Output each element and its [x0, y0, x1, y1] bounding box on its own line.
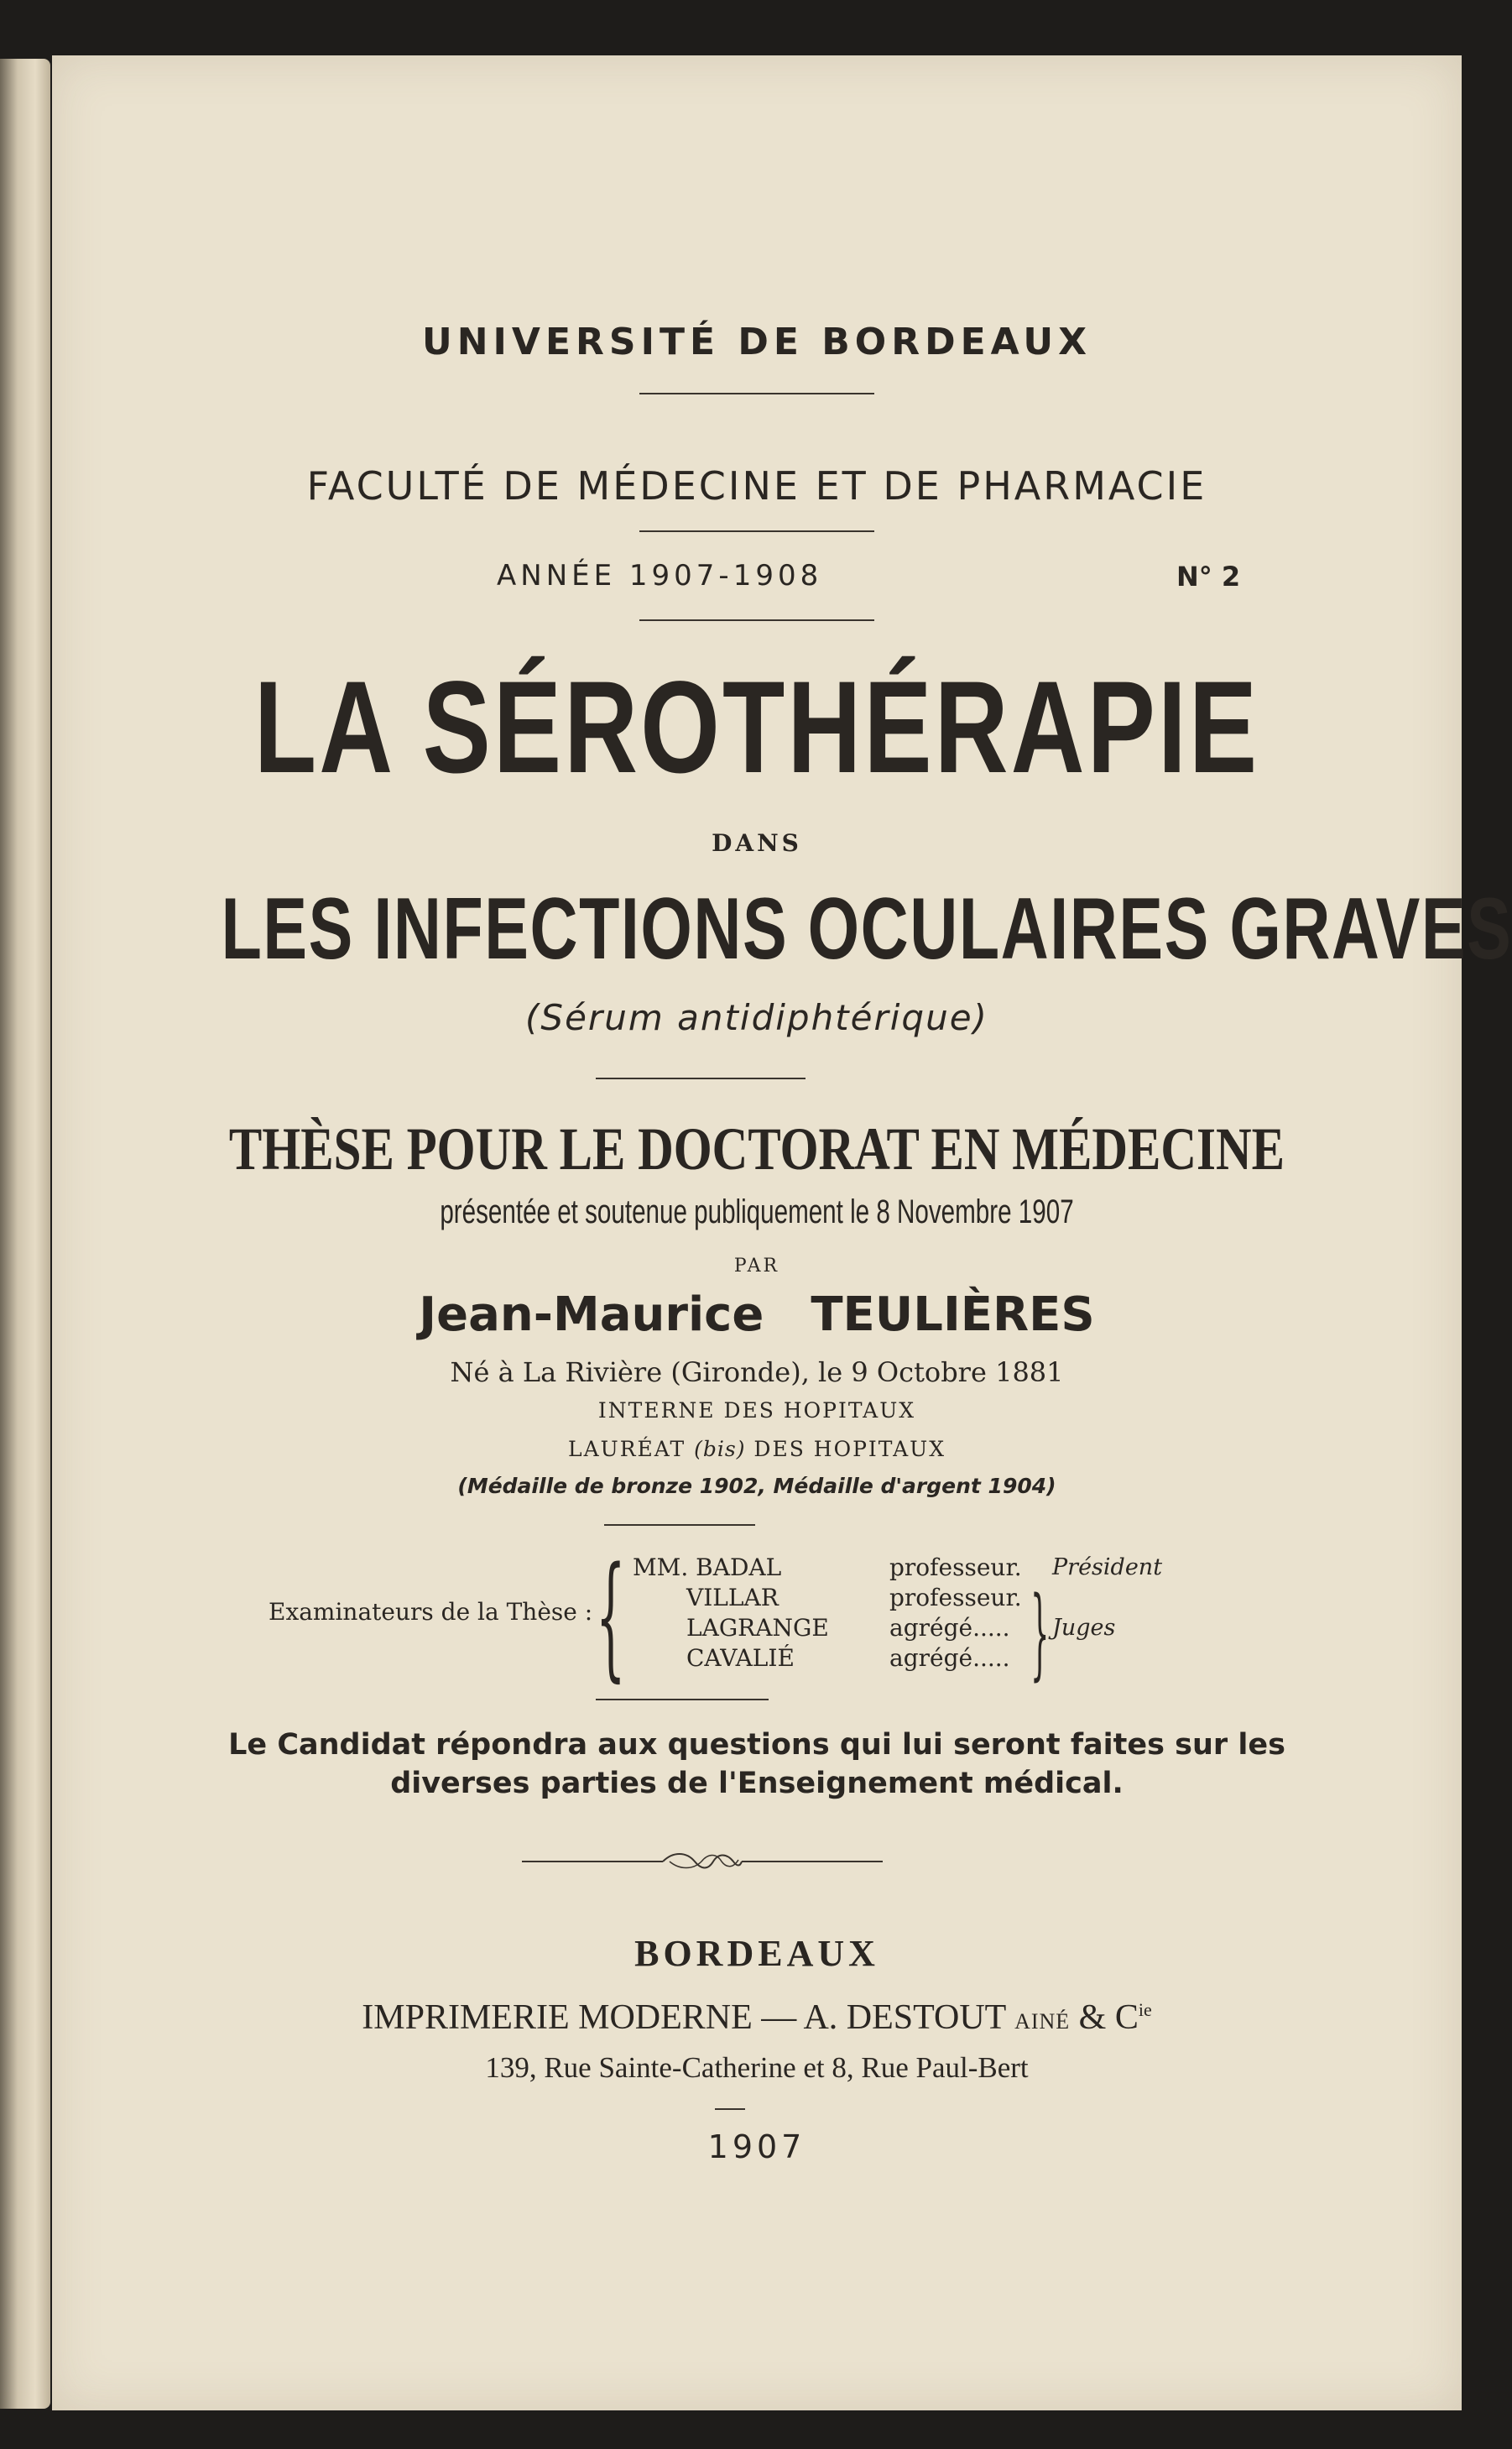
imprint-year: 1907: [707, 2128, 806, 2165]
candidate-note: [52, 1726, 1462, 1803]
thesis-number: N° 2: [1176, 561, 1241, 593]
author-name: [52, 1287, 1462, 1342]
examiner-ranks: [889, 1553, 1022, 1674]
laureate-bis: (bis): [694, 1437, 746, 1461]
examiner-names: [633, 1553, 829, 1674]
printer-name: [52, 1997, 1462, 2038]
president-label: Président: [1052, 1554, 1163, 1580]
author-last-name: TEULIÈRES: [811, 1287, 1095, 1342]
book-spine-edge: [0, 59, 50, 2409]
academic-year: ANNÉE 1907-1908: [497, 559, 823, 593]
laureate-suffix: DES HOPITAUX: [753, 1437, 946, 1461]
by-label: PAR: [733, 1256, 780, 1277]
printer-co: & C: [1078, 1998, 1139, 2037]
author-position: INTERNE DES HOPITAUX: [597, 1398, 916, 1423]
printer-co-sup: ie: [1138, 1999, 1152, 2020]
examiners-label: Examinateurs de la Thèse :: [269, 1598, 593, 1626]
thesis-type: THÈSE POUR LE DOCTORAT EN MÉDECINE: [228, 1115, 1285, 1183]
examiner-name: LAGRANGE: [686, 1614, 829, 1642]
candidate-note-line: Le Candidat répondra aux questions qui lui seront faites sur les: [228, 1728, 1285, 1762]
candidate-note-line: diverses parties de l'Enseignement médical.: [390, 1767, 1124, 1800]
printer-main: IMPRIMERIE MODERNE — A. DESTOUT: [362, 1998, 1006, 2037]
divider-rule: [604, 1524, 755, 1526]
imprint-city: BORDEAUX: [634, 1933, 879, 1974]
left-brace-icon: {: [596, 1538, 626, 1694]
examiner-name: MM. BADAL: [633, 1553, 782, 1581]
author-laureate: [52, 1437, 1462, 1461]
divider-rule: [596, 1699, 769, 1700]
divider-rule: [596, 1078, 806, 1079]
laureate-prefix: LAURÉAT: [567, 1437, 686, 1461]
right-brace-icon: }: [1030, 1574, 1050, 1690]
author-first-name: Jean-Maurice: [419, 1287, 764, 1342]
divider-rule: [639, 530, 874, 532]
divider-rule: [715, 2108, 745, 2110]
examiner-rank: professeur.: [889, 1553, 1022, 1581]
printer-address: 139, Rue Sainte-Catherine et 8, Rue Paul-Bert: [485, 2051, 1029, 2084]
title-page: [52, 55, 1512, 2410]
divider-rule: [639, 619, 874, 621]
ornamental-divider-icon: [522, 1845, 883, 1878]
divider-rule: [639, 393, 874, 394]
examiner-name: CAVALIÉ: [686, 1644, 795, 1672]
presentation-date: présentée et soutenue publiquement le 8 Novembre 1907: [440, 1193, 1074, 1230]
examiner-rank: agrégé.....: [889, 1644, 1010, 1672]
title-subject: LES INFECTIONS OCULAIRES GRAVES: [221, 880, 1512, 978]
printer-aine: AINÉ: [1014, 2009, 1071, 2034]
judges-label: Juges: [1052, 1615, 1116, 1641]
university-name: UNIVERSITÉ DE BORDEAUX: [421, 321, 1092, 363]
author-medals: (Médaille de bronze 1902, Médaille d'argent 1904): [457, 1474, 1056, 1498]
faculty-name: FACULTÉ DE MÉDECINE ET DE PHARMACIE: [306, 463, 1207, 509]
title-subtitle: (Sérum antidiphtérique): [525, 997, 988, 1038]
main-title: LA SÉROTHÉRAPIE: [253, 655, 1260, 801]
author-birth: Né à La Rivière (Gironde), le 9 Octobre 1881: [450, 1356, 1064, 1388]
examiner-name: VILLAR: [686, 1584, 779, 1611]
examiner-rank: agrégé.....: [889, 1614, 1010, 1642]
examiner-rank: professeur.: [889, 1584, 1022, 1611]
title-connector: DANS: [712, 829, 802, 857]
